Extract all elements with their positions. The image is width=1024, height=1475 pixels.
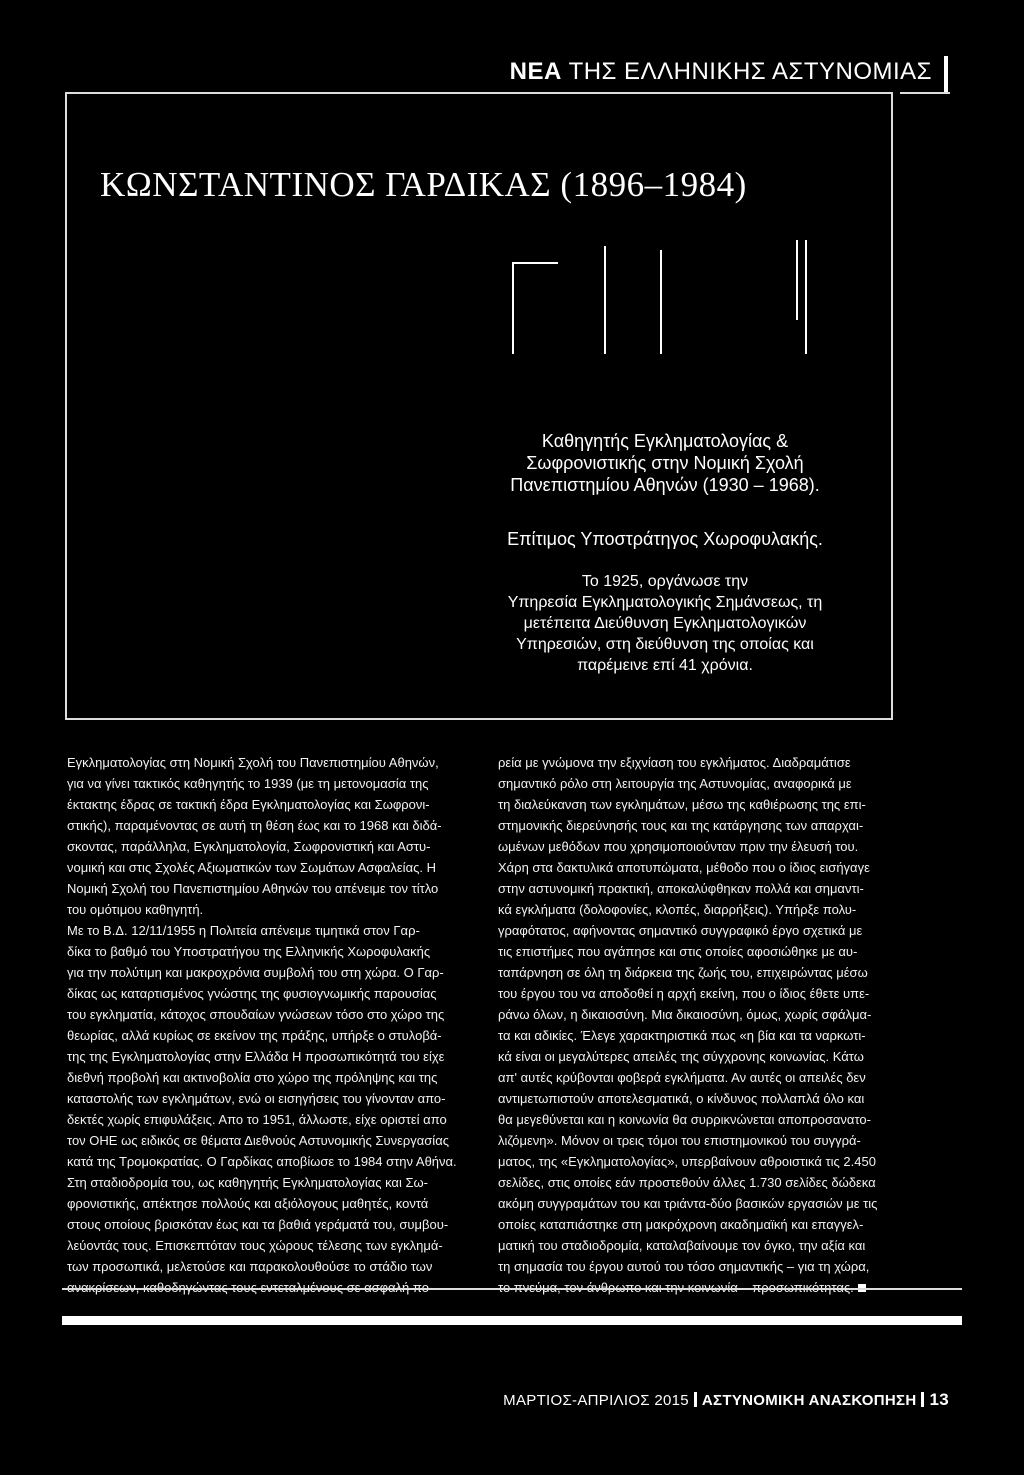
running-header-text (510, 58, 932, 86)
caption-line: Καθηγητής Εγκληματολογίας & (541, 431, 789, 451)
header-divider-bar (944, 56, 948, 92)
text-line: της της Εγκληματολογίας στην Ελλάδα Η προσωπικότητά του είχε (67, 1049, 445, 1064)
footer-separator (921, 1392, 924, 1407)
caption-line: μετέπειτα Διεύθυνση Εγκληματολογικών (523, 615, 807, 632)
text-line: νομική και στις Σχολές Αξιωματικών των Σωμάτων Ασφαλείας. Η (67, 860, 436, 875)
footer-rule-thin (62, 1288, 962, 1290)
caption-line: παρέμεινε επί 41 χρόνια. (577, 657, 753, 674)
caption-career (455, 571, 875, 676)
text-line: φρονιστικής, απέκτησε πολλούς και αξιόλογους μαθητές, κοντά (67, 1196, 429, 1211)
text-line: δίκας ως καταρτισμένος γνώστης της φυσιογνωμικής παρουσίας (67, 986, 437, 1001)
text-line: σημαντικό ρόλο στη λειτουργία της Αστυνομίας, αναφορικά με (498, 776, 852, 791)
text-line: καταστολής των εγκλημάτων, ενώ οι εισηγήσεις του γίνονταν απο- (67, 1091, 446, 1106)
text-line: Χάρη στα δακτυλικά αποτυπώματα, μέθοδο που ο ίδιος εισήγαγε (498, 860, 870, 875)
footer-issue: ΜΑΡΤΙΟΣ-ΑΠΡΙΛΙΟΣ 2015 (503, 1392, 689, 1409)
text-line: Εγκληματολογίας στη Νομική Σχολή του Πανεπιστημίου Αθηνών, (67, 755, 439, 770)
text-line: θα μεγεθύνεται και η κοινωνία θα συρρικνώνεται αποπροσανατο- (498, 1112, 871, 1127)
text-line: ματος, της «Εγκληματολογίας», υπερβαίνουν αθροιστικά τις 2.450 (498, 1154, 876, 1169)
text-line: Νομική Σχολή του Πανεπιστημίου Αθηνών του απένειμε τον τίτλο (67, 881, 439, 896)
text-line: αντιμετωπιστούν αποτελεσματικά, ο κίνδυνος πολλαπλά όλο και (498, 1091, 865, 1106)
text-line: τη διαλεύκανση των εγκλημάτων, μέσω της καθιέρωσης της επι- (498, 797, 866, 812)
text-line: ταπάρνηση σε όλη τη διάρκεια της ζωής του, επιχειρώντας μέσω (498, 965, 868, 980)
text-line: κά εγκλήματα (δολοφονίες, κλοπές, διαρρήξεις). Υπήρξε πολυ- (498, 902, 857, 917)
caption-rank (455, 528, 875, 550)
text-line: τις επιστήμες που αγάπησε και στις οποίες αφοσιώθηκε με αυ- (498, 944, 858, 959)
text-line: ρεία με γνώμονα την εξιχνίαση του εγκλήματος. Διαδραμάτισε (498, 755, 851, 770)
text-line: δεκτές χωρίς επιφυλάξεις. Απο το 1951, άλλωστε, είχε οριστεί απο (67, 1112, 447, 1127)
text-line: ακόμη συγγραμάτων του και τριάντα-δύο βασικών εργασιών με τις (498, 1196, 878, 1211)
text-line: ράνω όλων, η δικαιοσύνη. Μια δικαιοσύνη, όμως, χωρίς σφάλμα- (498, 1007, 872, 1022)
text-line: του έργου του να αποδοθεί η αρχή εκείνη, που ο ίδιος έθετε υπε- (498, 986, 870, 1001)
page-title: ΚΩΝΣΤΑΝΤΙΝΟΣ ΓΑΡΔΙΚΑΣ (1896–1984) (100, 165, 747, 204)
text-line: στικής), παραμένοντας σε αυτή τη θέση έως και το 1968 και διδά- (67, 818, 442, 833)
text-line: λιζόμενη». Μόνον οι τρεις τόμοι του επιστημονικού του συγγρά- (498, 1133, 861, 1148)
header-rest: ΤΗΣ ΕΛΛΗΝΙΚΗΣ ΑΣΤΥΝΟΜΙΑΣ (561, 58, 932, 85)
footer-rule-thick (62, 1316, 962, 1325)
text-line: κά είναι οι μεγαλύτερες απειλές της σύγχρονης κοινωνίας. Κάτω (498, 1049, 864, 1064)
text-line: θεωρίας, αλλά κυρίως σε εκείνον της πράξης, υπήρξε ο στυλοβά- (67, 1028, 442, 1043)
text-line: Με το Β.Δ. 12/11/1955 η Πολιτεία απένειμε τιμητικά στον Γαρ- (67, 923, 420, 938)
caption-line: Το 1925, οργάνωσε την (581, 573, 749, 590)
page-number: 13 (929, 1390, 949, 1409)
footer-separator (694, 1392, 697, 1407)
text-line: Στη σταδιοδρομία του, ως καθηγητής Εγκληματολογίας και Σω- (67, 1175, 428, 1190)
text-line: στους οποίους βρισκόταν έως και τα βαθιά γεράματά του, συμβου- (67, 1217, 449, 1232)
text-line: διεθνή προβολή και ακτινοβολία στο χώρο της πρόληψης και της (67, 1070, 438, 1085)
text-line: σελίδες, στις οποίες εάν προστεθούν άλλες 1.730 σελίδες δώδεκα (498, 1175, 876, 1190)
frame-extension-line (900, 92, 950, 94)
running-header (420, 52, 960, 92)
article-column-left (67, 752, 467, 1298)
text-line: λεύοντάς τους. Επισκεπτόταν τους χώρους τέλεσης των εγκλημά- (67, 1238, 443, 1253)
caption-line: Υπηρεσία Εγκληματολογικής Σημάνσεως, τη (507, 594, 823, 611)
text-line: στημονικής διερεύνησής τους και της κατάργησης των απαρχαι- (498, 818, 864, 833)
caption-professorship (455, 430, 875, 496)
header-bold: ΝΕΑ (509, 58, 562, 85)
text-line: τον ΟΗΕ ως ειδικός σε θέματα Διεθνούς Αστυνομικής Συνεργασίας (67, 1133, 449, 1148)
text-line: ματική του σταδιοδρομία, καταλαβαίνουμε τον όγκο, την αξία και (498, 1238, 866, 1253)
footer-magazine: ΑΣΤΥΝΟΜΙΚΗ ΑΝΑΣΚΟΠΗΣΗ (701, 1392, 917, 1409)
caption-line: Επίτιμος Υποστράτηγος Χωροφυλακής. (507, 529, 823, 549)
caption-line: Σωφρονιστικής στην Νομική Σχολή (526, 453, 804, 473)
text-line: σκοντας, παράλληλα, Εγκληματολογία, Σωφρονιστική και Αστυ- (67, 839, 431, 854)
text-line: ωμένων μεθόδων που χρησιμοποιούνταν πριν την έλευσή του. (498, 839, 859, 854)
text-line: του εγκληματία, κάτοχος σπουδαίων γνώσεων τόσο στο χώρο της (67, 1007, 445, 1022)
text-line: έκτακτης έδρας σε τακτική έδρα Εγκληματολογίας και Σωφρονι- (67, 797, 430, 812)
text-line: απ' αυτές κρύβονται φοβερά εγκλήματα. Αν αυτές οι απειλές δεν (498, 1070, 866, 1085)
text-line: στην αστυνομική πρακτική, αποκαλύφθηκαν πολλά και σημαντι- (498, 881, 864, 896)
portrait-photo (500, 240, 830, 350)
text-line: του ομότιμου καθηγητή. (67, 902, 204, 917)
text-line: για την πολύτιμη και μακροχρόνια συμβολή του στη χώρα. Ο Γαρ- (67, 965, 444, 980)
text-line: κατά της Τρομοκρατίας. Ο Γαρδίκας αποβίωσε το 1984 στην Αθήνα. (67, 1154, 457, 1169)
page-footer (503, 1390, 949, 1410)
text-line: δίκα το βαθμό του Υποστρατήγου της Ελληνικής Χωροφυλακής (67, 944, 431, 959)
text-line: γραφότατος, αφήνοντας σημαντικό συγγραφικό έργο σχετικά με (498, 923, 863, 938)
caption-line: Πανεπιστημίου Αθηνών (1930 – 1968). (510, 475, 820, 495)
caption-line: Υπηρεσιών, στη διεύθυνση της οποίας και (516, 636, 814, 653)
text-line: οποίες καταπιάστηκε στη μακρόχρονη ακαδημαϊκή και επαγγελ- (498, 1217, 864, 1232)
text-line: για να γίνει τακτικός καθηγητής το 1939 (με τη μετονομασία της (67, 776, 429, 791)
text-line: τα και αδικίες. Έλεγε χαρακτηριστικά πως «η βία και τα ναρκωτι- (498, 1028, 866, 1043)
text-line: τη σημασία του έργου αυτού του τόσο σημαντικής – για τη χώρα, (498, 1259, 870, 1274)
text-line: των προσωπικά, μελετούσε και παρακολουθούσε το στάδιο των (67, 1259, 433, 1274)
article-column-right (498, 752, 898, 1298)
